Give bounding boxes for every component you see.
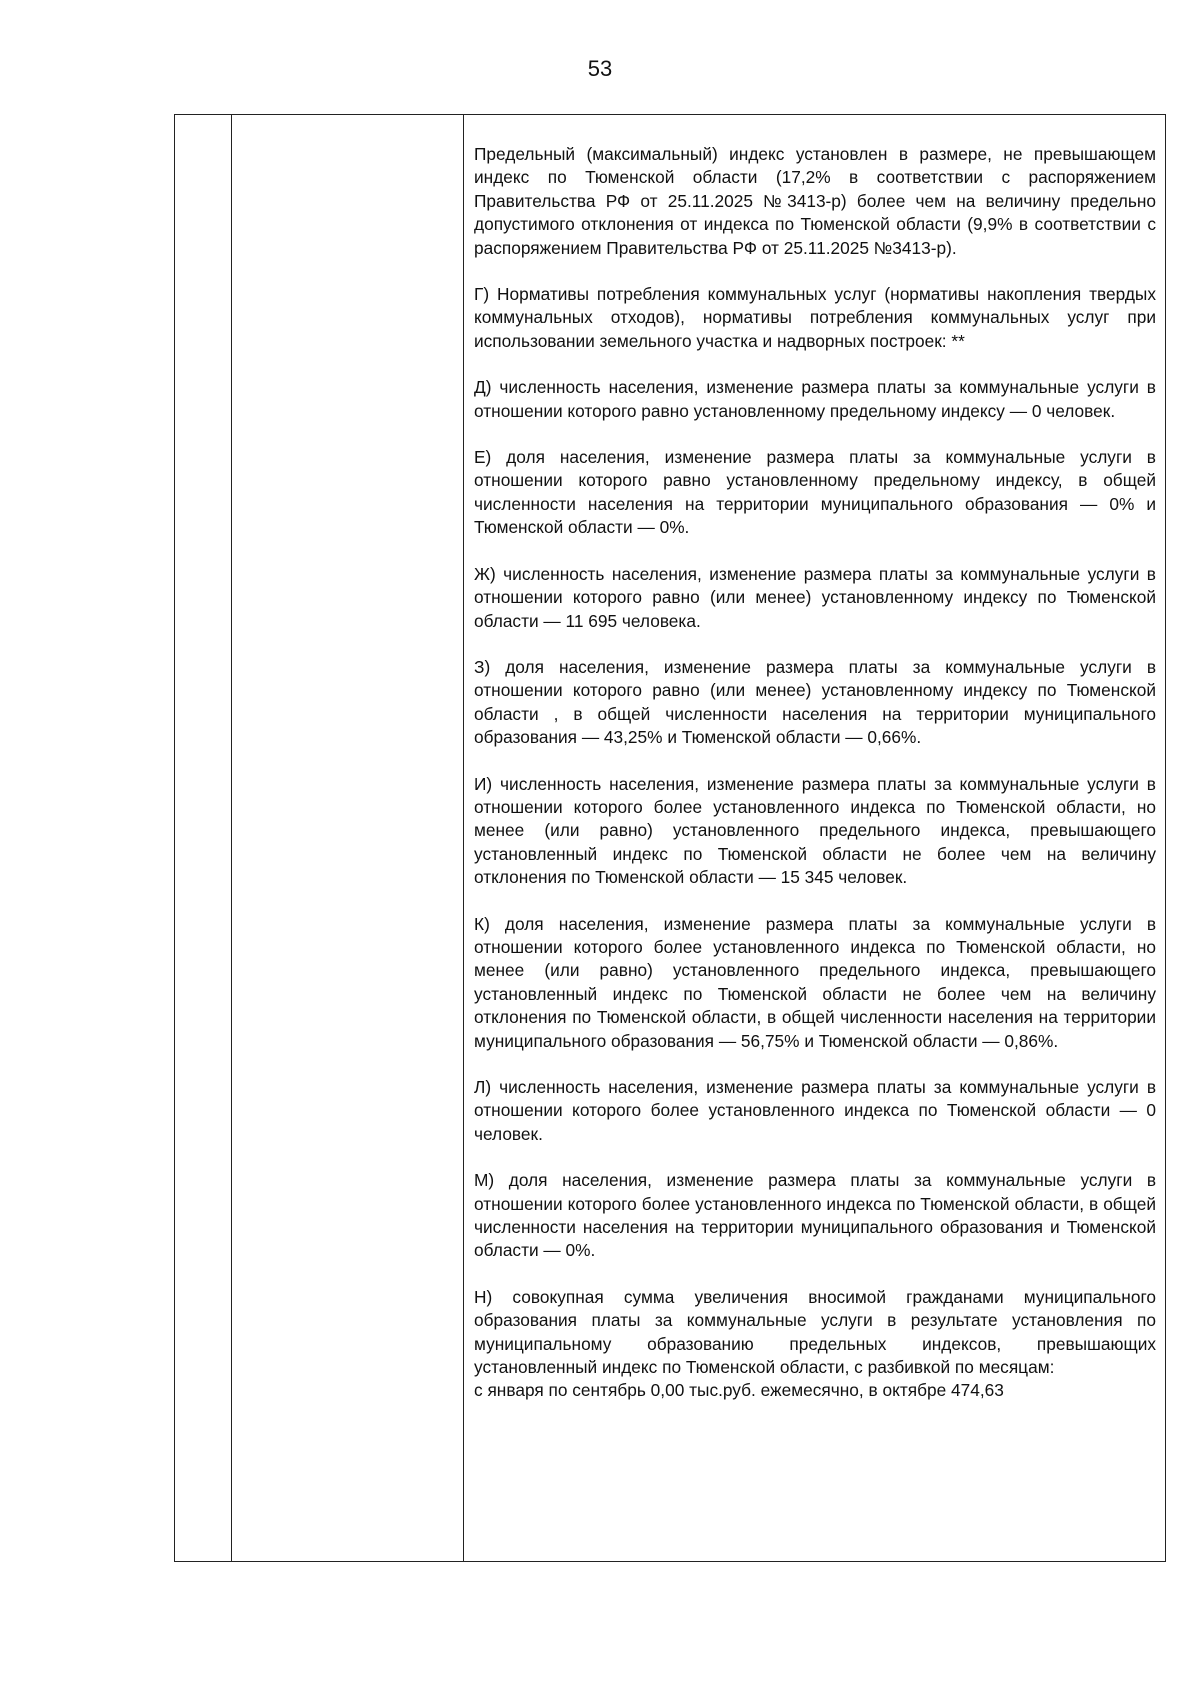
paragraph-max-index: Предельный (максимальный) индекс установлен в размере, не превышающем индекс по Тюменской области (17,2% в соответствии с распоряжением Правительства РФ от 25.11.2025 №3413-р) более чем на величину предельно допустимого отклонения от индекса по Тюменской области (9,9% в соответствии с распоряжением Правительства РФ от 25.11.2025 №3413-р). [474,144,1156,258]
document-table [174,114,1166,1562]
page-number: 53 [587,56,613,81]
paragraph-k-share: К) доля населения, изменение размера платы за коммунальные услуги в отношении которого более установленного индекса по Тюменской области, но менее (или равно) установленного предельного индекса, превышающего установленный индекс по Тюменской области не более чем на величину отклонения по Тюменской области, в общей численности населения на территории муниципального образования — 56,75% и Тюменской области — 0,86%. [474,913,1156,1051]
paragraph-zh-population: Ж) численность населения, изменение размера платы за коммунальные услуги в отношении которого равно (или менее) установленному индексу по Тюменской области — 11 695 человека. [474,563,1156,631]
paragraph-m-share: М) доля населения, изменение размера платы за коммунальные услуги в отношении которого более установленного индекса по Тюменской области, в общей численности населения на территории муниципального образования и Тюменской области — 0%. [474,1170,1156,1261]
table-column-divider-1 [231,115,232,1561]
table-column-divider-2 [463,115,464,1561]
paragraph-g-norms: Г) Нормативы потребления коммунальных услуг (нормативы накопления твердых коммунальных отходов), нормативы потребления коммунальных услуг при использовании земельного участка и надворных построек: ** [474,284,1156,351]
paragraph-i-population: И) численность населения, изменение размера платы за коммунальные услуги в отношении которого более установленного индекса по Тюменской области, но менее (или равно) установленного предельного индекса, превышающего установленный индекс по Тюменской области не более чем на величину отклонения по Тюменской области — 15 345 человек. [474,773,1156,888]
paragraph-l-population: Л) численность населения, изменение размера платы за коммунальные услуги в отношении которого более установленного индекса по Тюменской области — 0 человек. [474,1077,1156,1144]
table-content-cell [474,143,1156,1403]
paragraph-n-total: Н) совокупная сумма увеличения вносимой гражданами муниципального образования платы за коммунальные услуги в результате установления по муниципальному образованию предельных индексов, превышающих установленный индекс по Тюменской области, с разбивкой по месяцам: [474,1286,1156,1378]
paragraph-z-share: З) доля населения, изменение размера платы за коммунальные услуги в отношении которого равно (или менее) установленному индексу по Тюменской области , в общей численности населения на территории муниципального образования — 43,25% и Тюменской области — 0,66%. [474,656,1156,748]
paragraph-monthly-breakdown: с января по сентябрь 0,00 тыс.руб. ежемесячно, в октябре 474,63 [474,1380,1004,1401]
paragraph-e-share: Е) доля населения, изменение размера платы за коммунальные услуги в отношении которого равно установленному предельному индексу, в общей численности населения на территории муниципального образования — 0% и Тюменской области — 0%. [474,447,1156,538]
paragraph-d-population: Д) численность населения, изменение размера платы за коммунальные услуги в отношении которого равно установленному предельному индексу — 0 человек. [474,377,1156,421]
